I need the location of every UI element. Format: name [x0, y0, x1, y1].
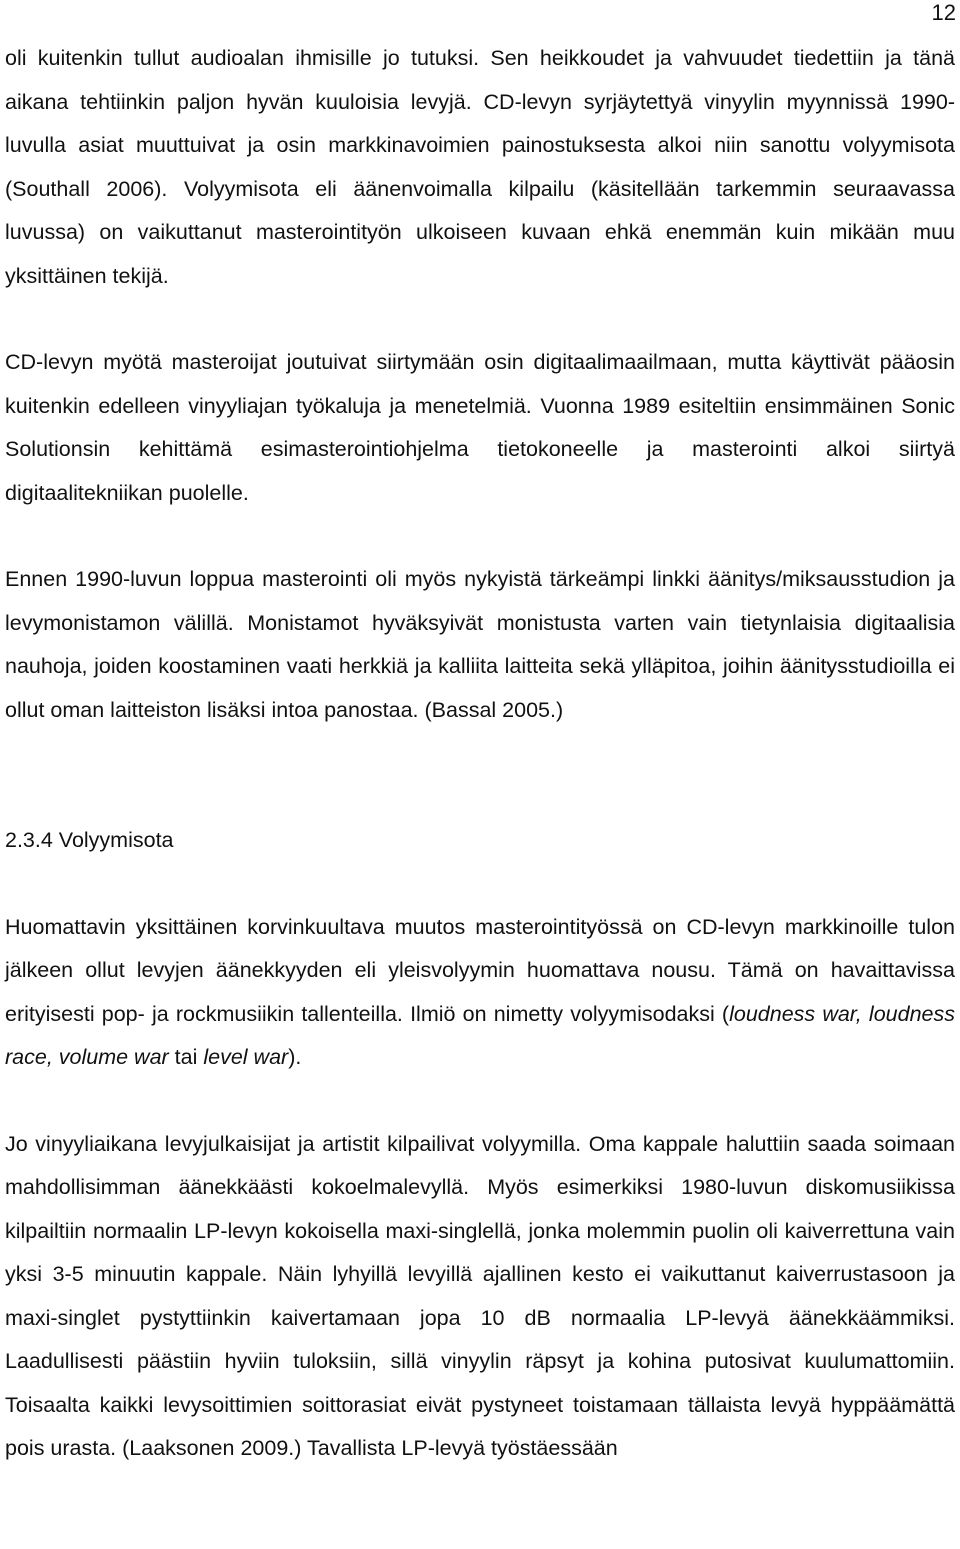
paragraph-4-text-2: tai — [168, 1045, 204, 1069]
paragraph-4-text-1: Huomattavin yksittäinen korvinkuultava muutos masterointityössä on CD-levyn markkinoille tulon jälkeen ollut levyjen äänekkyyden eli yleisvolyymin huomattava nousu. Tämä on havaittavissa erityisesti pop- ja rockmusiikin tallenteilla. Ilmiö on nimetty volyymisodaksi ( — [5, 914, 955, 1026]
paragraph-2: CD-levyn myötä masteroijat joutuivat siirtymään osin digitaalimaailmaan, mutta käyttivät pääosin kuitenkin edelleen vinyyliajan työkaluja ja menetelmiä. Vuonna 1989 esiteltiin ensimmäinen Sonic Solutionsin kehittämä esimasterointiohjelma tietokoneelle ja masterointi alkoi siirtyä digitaalitekniikan puolelle. — [5, 350, 955, 505]
paragraph-3: Ennen 1990-luvun loppua masterointi oli myös nykyistä tärkeämpi linkki äänitys/miksausstudion ja levymonistamon välillä. Monistamot hyväksyivät monistusta varten vain tietynlaisia digitaalisia nauhoja, joiden koostaminen vaati herkkiä ja kalliita laitteita sekä ylläpitoa, joihin äänitysstudioilla ei ollut oman laitteiston lisäksi intoa panostaa. (Bassal 2005.) — [5, 567, 955, 722]
page-number: 12 — [931, 0, 956, 25]
paragraph-5: Jo vinyyliaikana levyjulkaisijat ja artistit kilpailivat volyymilla. Oma kappale haluttiin saada soimaan mahdollisimman äänekkäästi kokoelmalevyllä. Myös esimerkiksi 1980-luvun diskomusiikissa kilpailtiin normaalin LP-levyn kokoisella maxi-singlellä, jonka molemmin puolin oli kaiverrettuna vain yksi 3-5 minuutin kappale. Näin lyhyillä levyillä ajallinen kesto ei vaikuttanut kaiverrustasoon ja maxi-singlet pystyttiinkin kaivertamaan jopa 10 dB normaalia LP-levyä äänekkäämmiksi. Laadullisesti päästiin hyviin tuloksiin, sillä vinyylin räpsyt ja kohina putosivat kuulumattomiin. Toisaalta kaikki levysoittimien soittorasiat eivät pystyneet toistamaan tällaista levyä hyppäämättä pois urasta. (Laaksonen 2009.) Tavallista LP-levyä työstäessään — [5, 1131, 955, 1460]
paragraph-4-italic-level-war: level war — [203, 1045, 289, 1069]
paragraph-4-italic-terms: loudness war, loudness race, volume war — [5, 1001, 955, 1069]
document-body — [5, 37, 955, 1471]
section-heading: 2.3.4 Volyymisota — [5, 828, 174, 852]
paragraph-1: oli kuitenkin tullut audioalan ihmisille jo tutuksi. Sen heikkoudet ja vahvuudet tiedettiin ja tänä aikana tehtiinkin paljon hyvän kuuloisia levyjä. CD-levyn syrjäytettyä vinyylin myynnissä 1990-luvulla asiat muuttuivat ja osin markkinavoimien painostuksesta alkoi niin sanottu volyymisota (Southall 2006). Volyymisota eli äänenvoimalla kilpailu (käsitellään tarkemmin seuraavassa luvussa) on vaikuttanut masterointityön ulkoiseen kuvaan ehkä enemmän kuin mikään muu yksittäinen tekijä. — [5, 46, 955, 288]
paragraph-4 — [5, 906, 955, 1080]
paragraph-4-text-3: ). — [288, 1045, 302, 1069]
